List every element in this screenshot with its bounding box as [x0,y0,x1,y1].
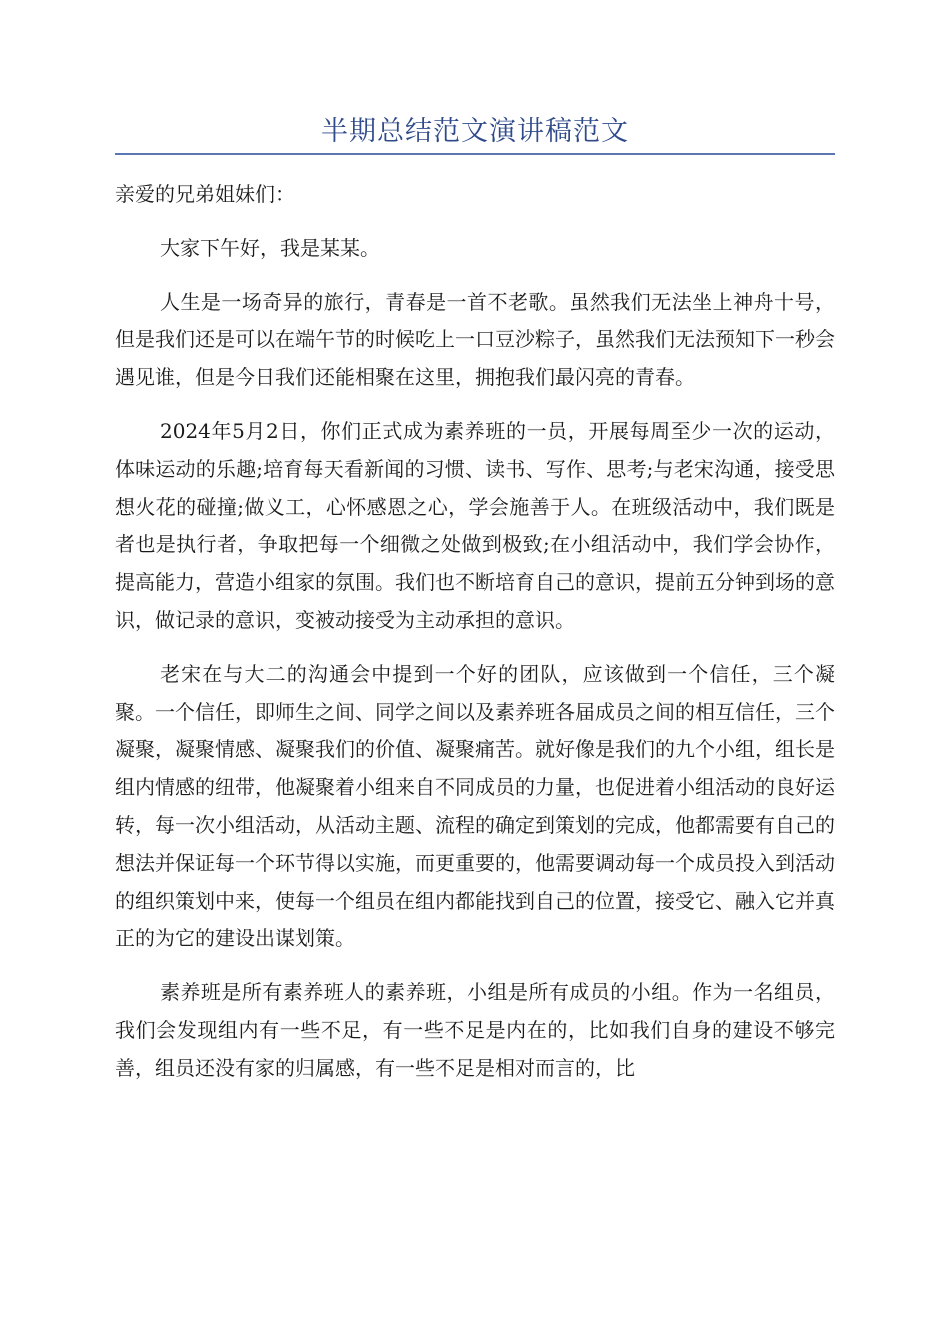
paragraph-greeting: 大家下午好，我是某某。 [160,235,380,260]
paragraph-youth: 人生是一场奇异的旅行，青春是一首不老歌。虽然我们无法坐上神舟十号，但是我们还是可以在端午节的时候吃上一口豆沙粽子，虽然我们无法预知下一秒会遇见谁，但是今日我们还能相聚在这里，拥抱我们最闪亮的青春。 [115,289,835,390]
paragraph-class-activities: 2024年5月2日，你们正式成为素养班的一员，开展每周至少一次的运动，体味运动的乐趣;培育每天看新闻的习惯、读书、写作、思考;与老宋沟通，接受思想火花的碰撞;做义工，心怀感恩之心，学会施善于人。在班级活动中，我们既是者也是执行者，争取把每一个细微之处做到极致;在小组活动中，我们学会协作，提高能力，营造小组家的氛围。我们也不断培育自己的意识，提前五分钟到场的意识，做记录的意识，变被动接受为主动承担的意识。 [115,418,835,632]
page-title: 半期总结范文演讲稿范文 [321,116,629,147]
salutation: 亲爱的兄弟姐妹们： [115,182,295,206]
title-underline [115,153,835,155]
document-body [115,176,835,1088]
paragraph-team-trust: 老宋在与大二的沟通会中提到一个好的团队，应该做到一个信任，三个凝聚。一个信任，即师生之间、同学之间以及素养班各届成员之间的相互信任，三个凝聚，凝聚情感、凝聚我们的价值、凝聚痛苦。就好像是我们的九个小组，组长是组内情感的纽带，他凝聚着小组来自不同成员的力量，也促进着小组活动的良好运转，每一次小组活动，从活动主题、流程的确定到策划的完成，他都需要有自己的想法并保证每一个环节得以实施，而更重要的，他需要调动每一个成员投入到活动的组织策划中来，使每一个组员在组内都能找到自己的位置，接受它、融入它并真正的为它的建设出谋划策。 [115,661,835,951]
paragraph-group-members: 素养班是所有素养班人的素养班，小组是所有成员的小组。作为一名组员，我们会发现组内有一些不足，有一些不足是内在的，比如我们自身的建设不够完善，组员还没有家的归属感，有一些不足是相对而言的，比 [115,980,835,1080]
